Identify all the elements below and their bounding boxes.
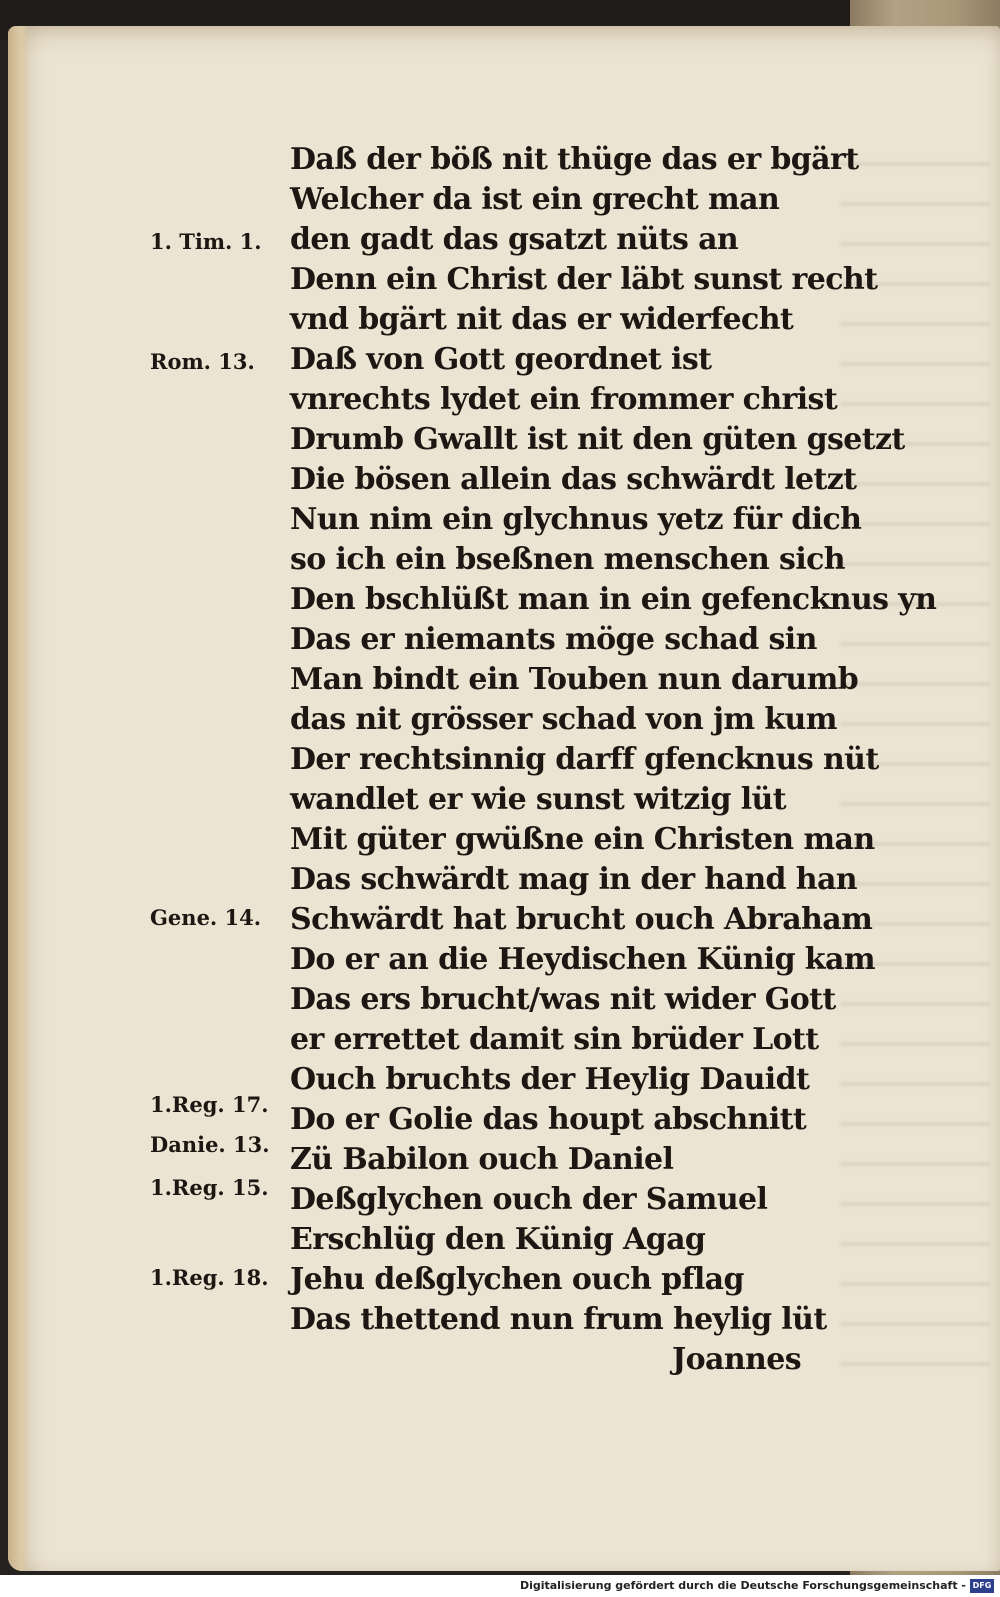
text-line: Den bschlüßt man in ein gefencknus yn: [290, 582, 937, 617]
marginal-note: 1.Reg. 15.: [150, 1175, 269, 1200]
text-line: Das er niemants möge schad sin: [290, 622, 817, 657]
text-line: Das ers brucht/was nit wider Gott: [290, 982, 836, 1017]
text-line: vnrechts lydet ein frommer christ: [290, 382, 838, 417]
footer-bar: [0, 1575, 1000, 1597]
text-line: vnd bgärt nit das er widerfecht: [290, 302, 794, 337]
text-line: Die bösen allein das schwärdt letzt: [290, 462, 857, 497]
text-line: den gadt das gsatzt nüts an: [290, 222, 739, 257]
text-line: Man bindt ein Touben nun darumb: [290, 662, 859, 697]
text-line: Ouch bruchts der Heylig Dauidt: [290, 1062, 810, 1097]
footer-credit: Digitalisierung gefördert durch die Deutsche Forschungsgemeinschaft -: [519, 1579, 966, 1592]
text-line: Nun nim ein glychnus yetz für dich: [290, 502, 862, 537]
marginal-note: Rom. 13.: [150, 349, 255, 374]
text-line: Drumb Gwallt ist nit den güten gsetzt: [290, 422, 905, 457]
text-line: Das thettend nun frum heylig lüt: [290, 1302, 827, 1337]
text-line: wandlet er wie sunst witzig lüt: [290, 782, 787, 817]
catchword: Joannes: [672, 1342, 802, 1377]
text-line: Mit güter gwüßne ein Christen man: [290, 822, 875, 857]
text-line: Jehu deßglychen ouch pflag: [290, 1262, 744, 1297]
text-line: Schwärdt hat brucht ouch Abraham: [290, 902, 873, 937]
text-line: so ich ein bseßnen menschen sich: [290, 542, 846, 577]
text-line: Deßglychen ouch der Samuel: [290, 1182, 768, 1217]
text-line: Zü Babilon ouch Daniel: [290, 1142, 674, 1177]
marginal-note: 1.Reg. 17.: [150, 1092, 269, 1117]
text-line: Do er Golie das houpt abschnitt: [290, 1102, 807, 1137]
text-line: Do er an die Heydischen Künig kam: [290, 942, 875, 977]
text-line: Welcher da ist ein grecht man: [290, 182, 780, 217]
text-line: Das schwärdt mag in der hand han: [290, 862, 858, 897]
marginal-note: 1. Tim. 1.: [150, 229, 262, 254]
marginal-note: Danie. 13.: [150, 1132, 270, 1157]
text-line: das nit grösser schad von jm kum: [290, 702, 837, 737]
text-line: Daß der böß nit thüge das er bgärt: [290, 142, 859, 177]
text-line: Erschlüg den Künig Agag: [290, 1222, 706, 1257]
dfg-logo-icon: DFG: [970, 1579, 994, 1593]
marginal-note: Gene. 14.: [150, 905, 262, 930]
text-line: er errettet damit sin brüder Lott: [290, 1022, 819, 1057]
text-line: Daß von Gott geordnet ist: [290, 342, 712, 377]
text-line: Denn ein Christ der läbt sunst recht: [290, 262, 878, 297]
marginal-note: 1.Reg. 18.: [150, 1265, 269, 1290]
text-line: Der rechtsinnig darff gfencknus nüt: [290, 742, 879, 777]
